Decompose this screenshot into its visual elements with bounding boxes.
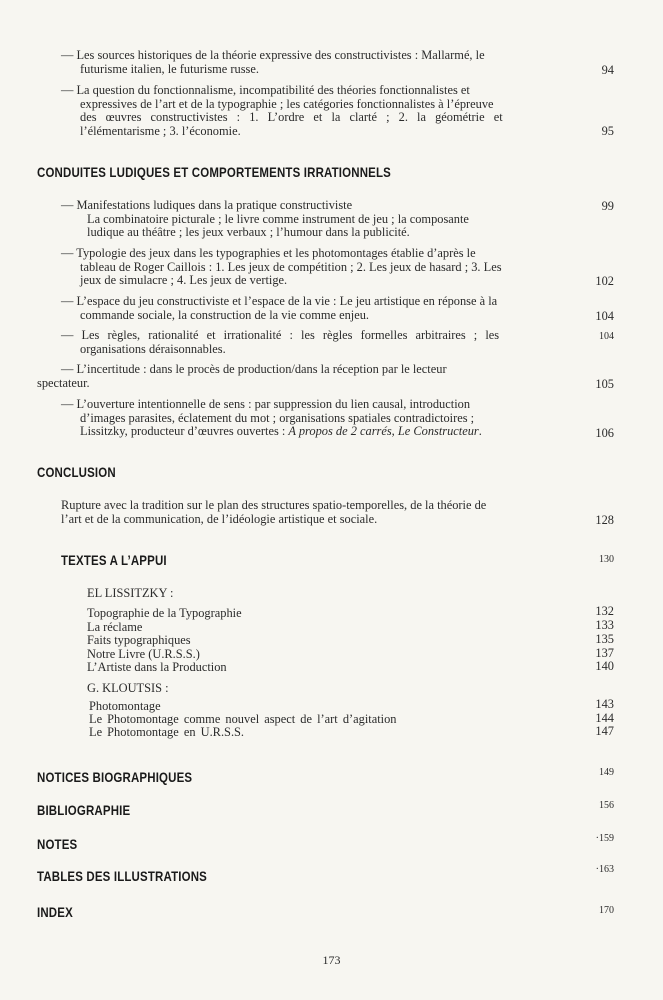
author-name: G. KLOUTSIS : — [87, 681, 169, 695]
text-title: La réclame — [87, 620, 143, 634]
page-ref: 135 — [595, 632, 614, 646]
section-heading: INDEX — [37, 904, 73, 920]
entry-line: des œuvres constructivistes : 1. L’ordre et la clarté ; 2. la géométrie et — [80, 110, 503, 125]
section-heading: TABLES DES ILLUSTRATIONS — [37, 868, 207, 884]
entry-line: — Manifestations ludiques dans la pratique constructiviste — [61, 198, 353, 212]
text-title: Faits typographiques — [87, 633, 191, 647]
toc-entry — [61, 199, 527, 240]
page-ref: 104 — [595, 309, 614, 323]
page-ref: 132 — [595, 604, 614, 618]
entry-line: expressives de l’art et de la typographie ; les catégories fonctionnalistes à l’épreuve — [80, 96, 494, 111]
text-title: Le Photomontage comme nouvel aspect de l’art d’agitation — [89, 712, 397, 726]
toc-entry — [61, 247, 527, 288]
section-heading: TEXTES A L’APPUI — [61, 552, 167, 568]
entry-line: d’images parasites, éclatement du mot ; organisations spatiales contradictoires ; — [80, 410, 475, 425]
page-ref: 95 — [601, 124, 614, 138]
section-heading: NOTES — [37, 836, 78, 852]
page-ref: 149 — [599, 767, 614, 778]
entry-line: Rupture avec la tradition sur le plan des structures spatio-temporelles, de la théorie de — [61, 498, 487, 512]
entry-line: Lissitzky, producteur d’œuvres ouvertes : A propos de 2 carrés, Le Constructeur. — [80, 424, 482, 439]
page-ref: 128 — [595, 513, 614, 527]
page-ref: ·159 — [595, 833, 614, 844]
section-heading: CONDUITES LUDIQUES ET COMPORTEMENTS IRRATIONNELS — [37, 164, 391, 180]
section-heading: BIBLIOGRAPHIE — [37, 802, 131, 818]
page-ref: 143 — [595, 697, 614, 711]
page-ref: 156 — [599, 800, 614, 811]
entry-line: tableau de Roger Caillois : 1. Les jeux de compétition ; 2. Les jeux de hasard ; 3. Les — [80, 259, 502, 274]
entry-line: l’élémentarisme ; 3. l’économie. — [80, 123, 241, 138]
work-title: A propos de 2 carrés, Le Constructeur — [288, 424, 479, 439]
text-title: Le Photomontage en U.R.S.S. — [89, 725, 245, 739]
toc-entry — [61, 398, 527, 439]
entry-line: ludique au théâtre ; les jeux verbaux ; l’humour dans la publicité. — [87, 225, 410, 240]
entry-line: l’art et de la communication, de l’idéologie artistique et sociale. — [61, 511, 378, 526]
page-ref: 99 — [601, 199, 614, 213]
text-title: L’Artiste dans la Production — [87, 660, 227, 674]
entry-line: futurisme italien, le futurisme russe. — [80, 61, 259, 76]
page-ref: 140 — [595, 659, 614, 673]
page-ref: 133 — [595, 618, 614, 632]
entry-line: jeux de simulacre ; 4. Les jeux de vertige. — [80, 273, 288, 288]
entry-line: organisations déraisonnables. — [80, 341, 226, 356]
page-ref: 137 — [595, 646, 614, 660]
entry-line: commande sociale, la construction de la vie comme enjeu. — [80, 307, 370, 322]
entry-line: — Les sources historiques de la théorie expressive des constructivistes : Mallarmé, le — [61, 48, 485, 62]
page-ref: 106 — [595, 426, 614, 440]
toc-entry — [61, 329, 527, 356]
page-ref: 170 — [599, 905, 614, 916]
page-ref: 102 — [595, 274, 614, 288]
page-ref: 130 — [599, 554, 614, 565]
entry-line: — Les règles, rationalité et irrationalité : les règles formelles arbitraires ; les — [61, 328, 500, 342]
text-title: Topographie de la Typographie — [87, 606, 242, 620]
entry-line: — La question du fonctionnalisme, incompatibilité des théories fonctionnalistes et — [61, 83, 470, 97]
entry-line: spectateur. — [37, 375, 90, 390]
entry-line: — L’ouverture intentionnelle de sens : par suppression du lien causal, introduction — [61, 397, 471, 411]
entry-line: — L’incertitude : dans le procès de production/dans la réception par le lecteur — [61, 362, 447, 376]
page-number: 173 — [322, 953, 341, 967]
entry-line: — Typologie des jeux dans les typographies et les photomontages établie d’après le — [61, 246, 476, 260]
page-ref: 147 — [595, 724, 614, 738]
text-title: Photomontage — [89, 699, 161, 713]
text-title: Notre Livre (U.R.S.S.) — [87, 647, 200, 661]
page-ref: 94 — [601, 63, 614, 77]
section-heading: CONCLUSION — [37, 464, 116, 480]
author-name: EL LISSITZKY : — [87, 586, 174, 600]
page-ref: 104 — [599, 331, 614, 342]
page-ref: ·163 — [595, 864, 614, 875]
entry-line: La combinatoire picturale ; le livre comme instrument de jeu ; la composante — [87, 211, 469, 226]
toc-entry — [37, 363, 527, 390]
toc-entry — [61, 295, 527, 322]
toc-entry — [61, 84, 527, 138]
page-ref: 144 — [595, 711, 614, 725]
toc-entry — [61, 499, 527, 526]
section-heading: NOTICES BIOGRAPHIQUES — [37, 769, 193, 785]
page-ref: 105 — [595, 377, 614, 391]
entry-line: — L’espace du jeu constructiviste et l’espace de la vie : Le jeu artistique en réponse à la — [61, 294, 498, 308]
toc-entry — [61, 49, 527, 76]
